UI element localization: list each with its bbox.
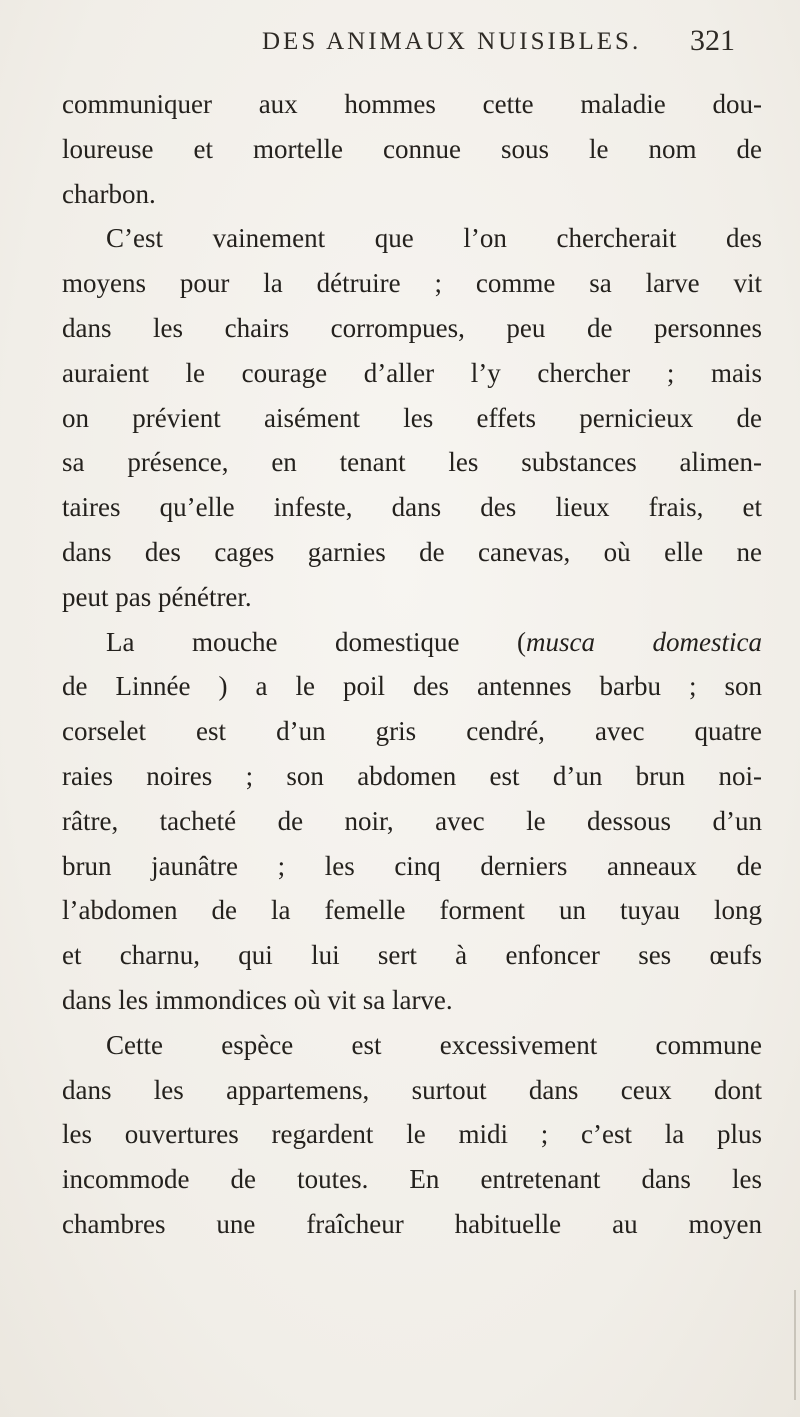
text-line: charbon. xyxy=(62,178,156,209)
text-line: dans les appartemens, surtout dans ceux dont xyxy=(62,1074,762,1105)
text-line: et charnu, qui lui sert à enfoncer ses œufs xyxy=(62,940,762,971)
text-line: moyens pour la détruire ; comme sa larve vit xyxy=(62,268,762,299)
page-number: 321 xyxy=(690,24,735,57)
text-line: C’est vainement que l’on chercherait des xyxy=(106,223,762,254)
text-line: incommode de toutes. En entretenant dans les xyxy=(62,1164,762,1195)
text-line: dans les immondices où vit sa larve. xyxy=(62,984,453,1015)
text-line: raies noires ; son abdomen est d’un brun noi- xyxy=(62,760,762,791)
text-line: auraient le courage d’aller l’y chercher ; mais xyxy=(62,357,762,388)
text-line: les ouvertures regardent le midi ; c’est la plus xyxy=(62,1119,762,1150)
species-name: musca domestica xyxy=(526,626,762,657)
text-line: on prévient aisément les effets pernicieux de xyxy=(62,402,762,433)
text-line: l’abdomen de la femelle forment un tuyau long xyxy=(62,895,762,926)
text-line: râtre, tacheté de noir, avec le dessous d’un xyxy=(62,805,762,836)
text-line: corselet est d’un gris cendré, avec quatre xyxy=(62,716,762,747)
text-line: loureuse et mortelle connue sous le nom de xyxy=(62,133,762,164)
text-line xyxy=(62,620,762,665)
text-segment: La mouche domestique ( xyxy=(106,626,526,657)
text-line: de Linnée ) a le poil des antennes barbu ; son xyxy=(62,671,762,702)
page-header xyxy=(0,24,800,68)
body-text xyxy=(62,82,762,1247)
text-line: Cette espèce est excessivement commune xyxy=(106,1029,762,1060)
page-edge-shadow xyxy=(794,1290,796,1400)
text-line: brun jaunâtre ; les cinq derniers anneaux de xyxy=(62,850,762,881)
text-line: chambres une fraîcheur habituelle au moyen xyxy=(62,1208,762,1239)
text-line: dans les chairs corrompues, peu de personnes xyxy=(62,312,762,343)
text-line: dans des cages garnies de canevas, où elle ne xyxy=(62,536,762,567)
text-line: sa présence, en tenant les substances alimen- xyxy=(62,447,762,478)
text-line: communiquer aux hommes cette maladie dou- xyxy=(62,89,762,119)
running-title: DES ANIMAUX NUISIBLES. xyxy=(262,28,642,55)
text-line: peut pas pénétrer. xyxy=(62,581,252,612)
text-line: taires qu’elle infeste, dans des lieux frais, et xyxy=(62,492,762,523)
